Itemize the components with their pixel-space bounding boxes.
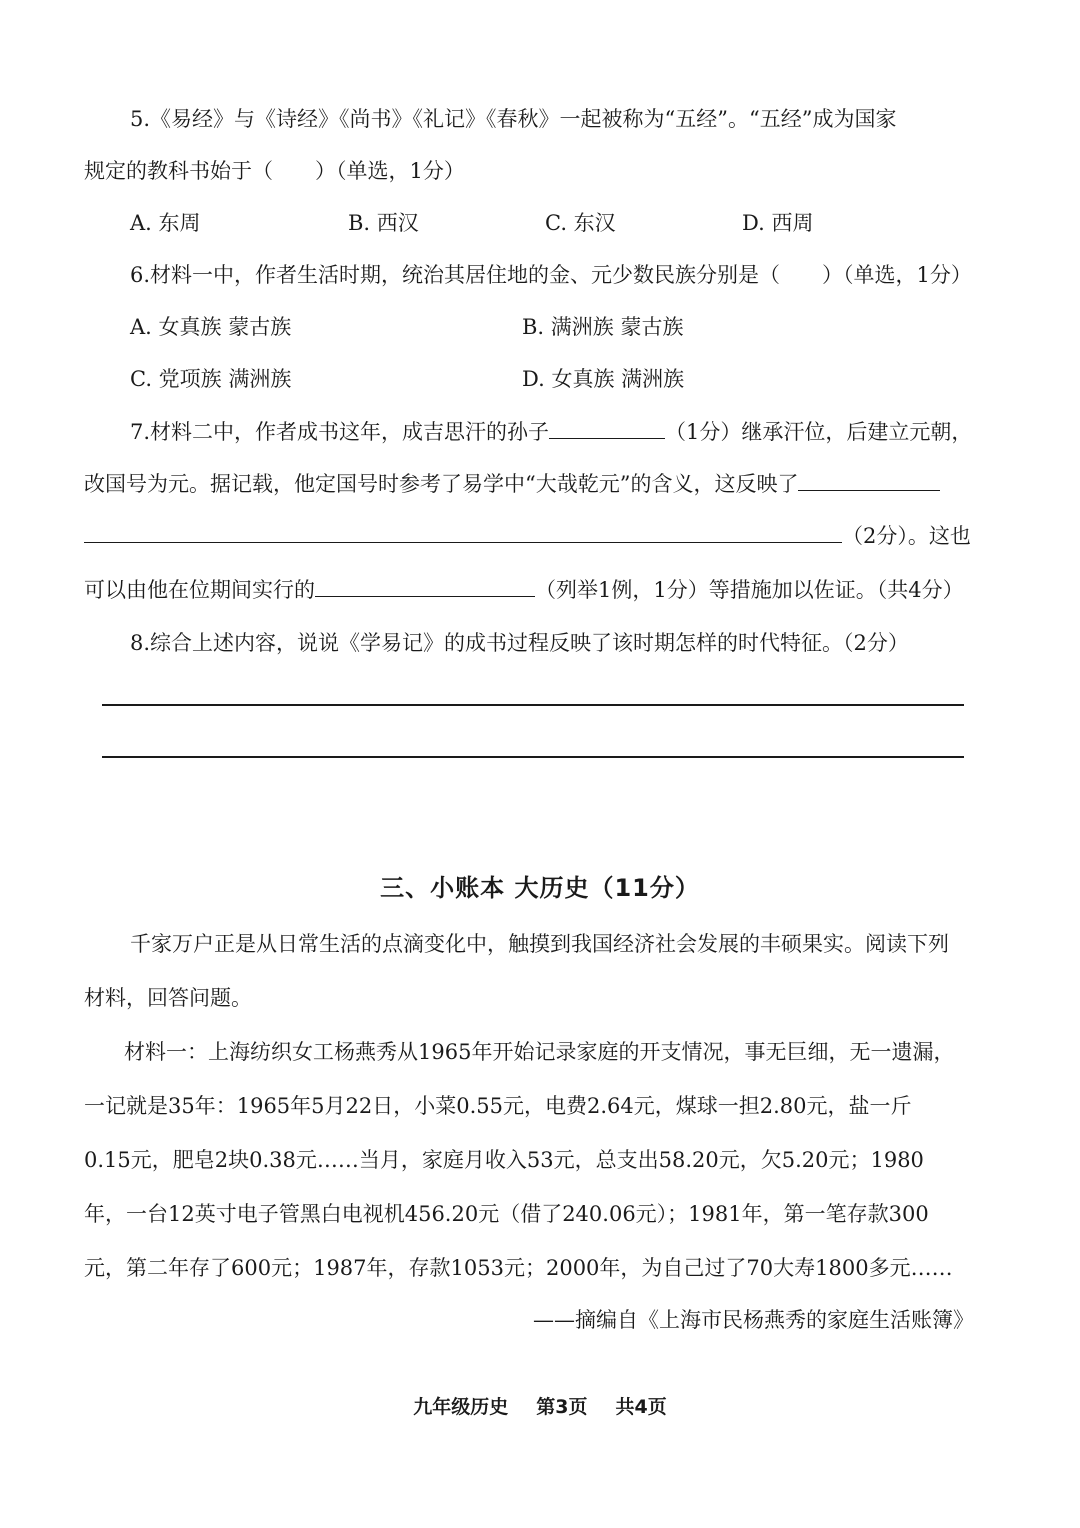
q5-option-a: A. 东周 [130,211,201,235]
q5-option-d: D. 西周 [742,211,814,235]
material1-line1: 材料一：上海纺织女工杨燕秀从1965年开始记录家庭的开支情况，事无巨细，无一遗漏， [124,1040,955,1064]
q6-option-d: D. 女真族 满洲族 [522,367,685,391]
q6-option-b: B. 满洲族 蒙古族 [522,315,684,339]
q8-line1: 8.综合上述内容，说说《学易记》的成书过程反映了该时期怎样的时代特征。（2分） [130,631,909,655]
q5-option-c: C. 东汉 [545,211,616,235]
page-footer [0,1392,1080,1419]
footer-total-pages: 共4页 [615,1396,667,1418]
section3-intro-line2: 材料，回答问题。 [84,986,252,1010]
section3-title: 三、小账本 大历史（11分） [380,874,700,902]
q7-text-c: 改国号为元。据记载，他定国号时参考了易学中“大哉乾元”的含义，这反映了 [84,472,799,496]
material1-line4: 年，一台12英寸电子管黑白电视机456.20元（借了240.06元）；1981年，第一笔存款300 [84,1202,929,1226]
q5-option-b: B. 西汉 [348,211,419,235]
q5-line1: 5.《易经》与《诗经》《尚书》《礼记》《春秋》一起被称为“五经”。“五经”成为国家 [130,107,897,131]
q7-text-e: 可以由他在位期间实行的 [84,578,315,602]
section3-intro-line1: 千家万户正是从日常生活的点滴变化中，触摸到我国经济社会发展的丰硕果实。阅读下列 [130,932,949,956]
footer-subject: 九年级历史 [413,1396,509,1418]
q7-text-d: （2分）。这也 [842,524,971,548]
q7-line2 [84,468,940,499]
q7-text-f: （列举1例，1分）等措施加以佐证。（共4分） [535,578,964,602]
material1-source: ——摘编自《上海市民杨燕秀的家庭生活账簿》 [533,1308,974,1332]
q6-option-a: A. 女真族 蒙古族 [130,315,292,339]
q7-line4 [84,574,964,605]
q5-line2: 规定的教科书始于（ ）（单选，1分） [84,159,465,183]
q7-blank-measure[interactable] [315,574,535,597]
q6-option-c: C. 党项族 满洲族 [130,367,292,391]
q7-text-b: （1分）继承汗位，后建立元朝， [665,420,973,444]
material1-line3: 0.15元，肥皂2块0.38元……当月，家庭月收入53元，总支出58.20元，欠5.20元；1980 [84,1148,924,1172]
material1-line5: 元，第二年存了600元；1987年，存款1053元；2000年，为自己过了70大寿1800多元…… [84,1256,953,1280]
q7-line3 [84,520,971,551]
q7-blank-reflect-part2[interactable] [84,520,842,543]
q7-text-a: 7.材料二中，作者成书这年，成吉思汗的孙子 [130,420,550,444]
q8-answer-line-1[interactable] [102,704,964,706]
q7-line1 [130,416,972,447]
q8-answer-line-2[interactable] [102,756,964,758]
q7-blank-grandson[interactable] [549,416,665,439]
q7-blank-reflect-part1[interactable] [798,468,940,491]
material1-line2: 一记就是35年：1965年5月22日，小菜0.55元，电费2.64元，煤球一担2.80元，盐一斤 [84,1094,912,1118]
q6-line1: 6.材料一中，作者生活时期，统治其居住地的金、元少数民族分别是（ ）（单选，1分） [130,263,972,287]
footer-page-number: 第3页 [536,1396,588,1418]
